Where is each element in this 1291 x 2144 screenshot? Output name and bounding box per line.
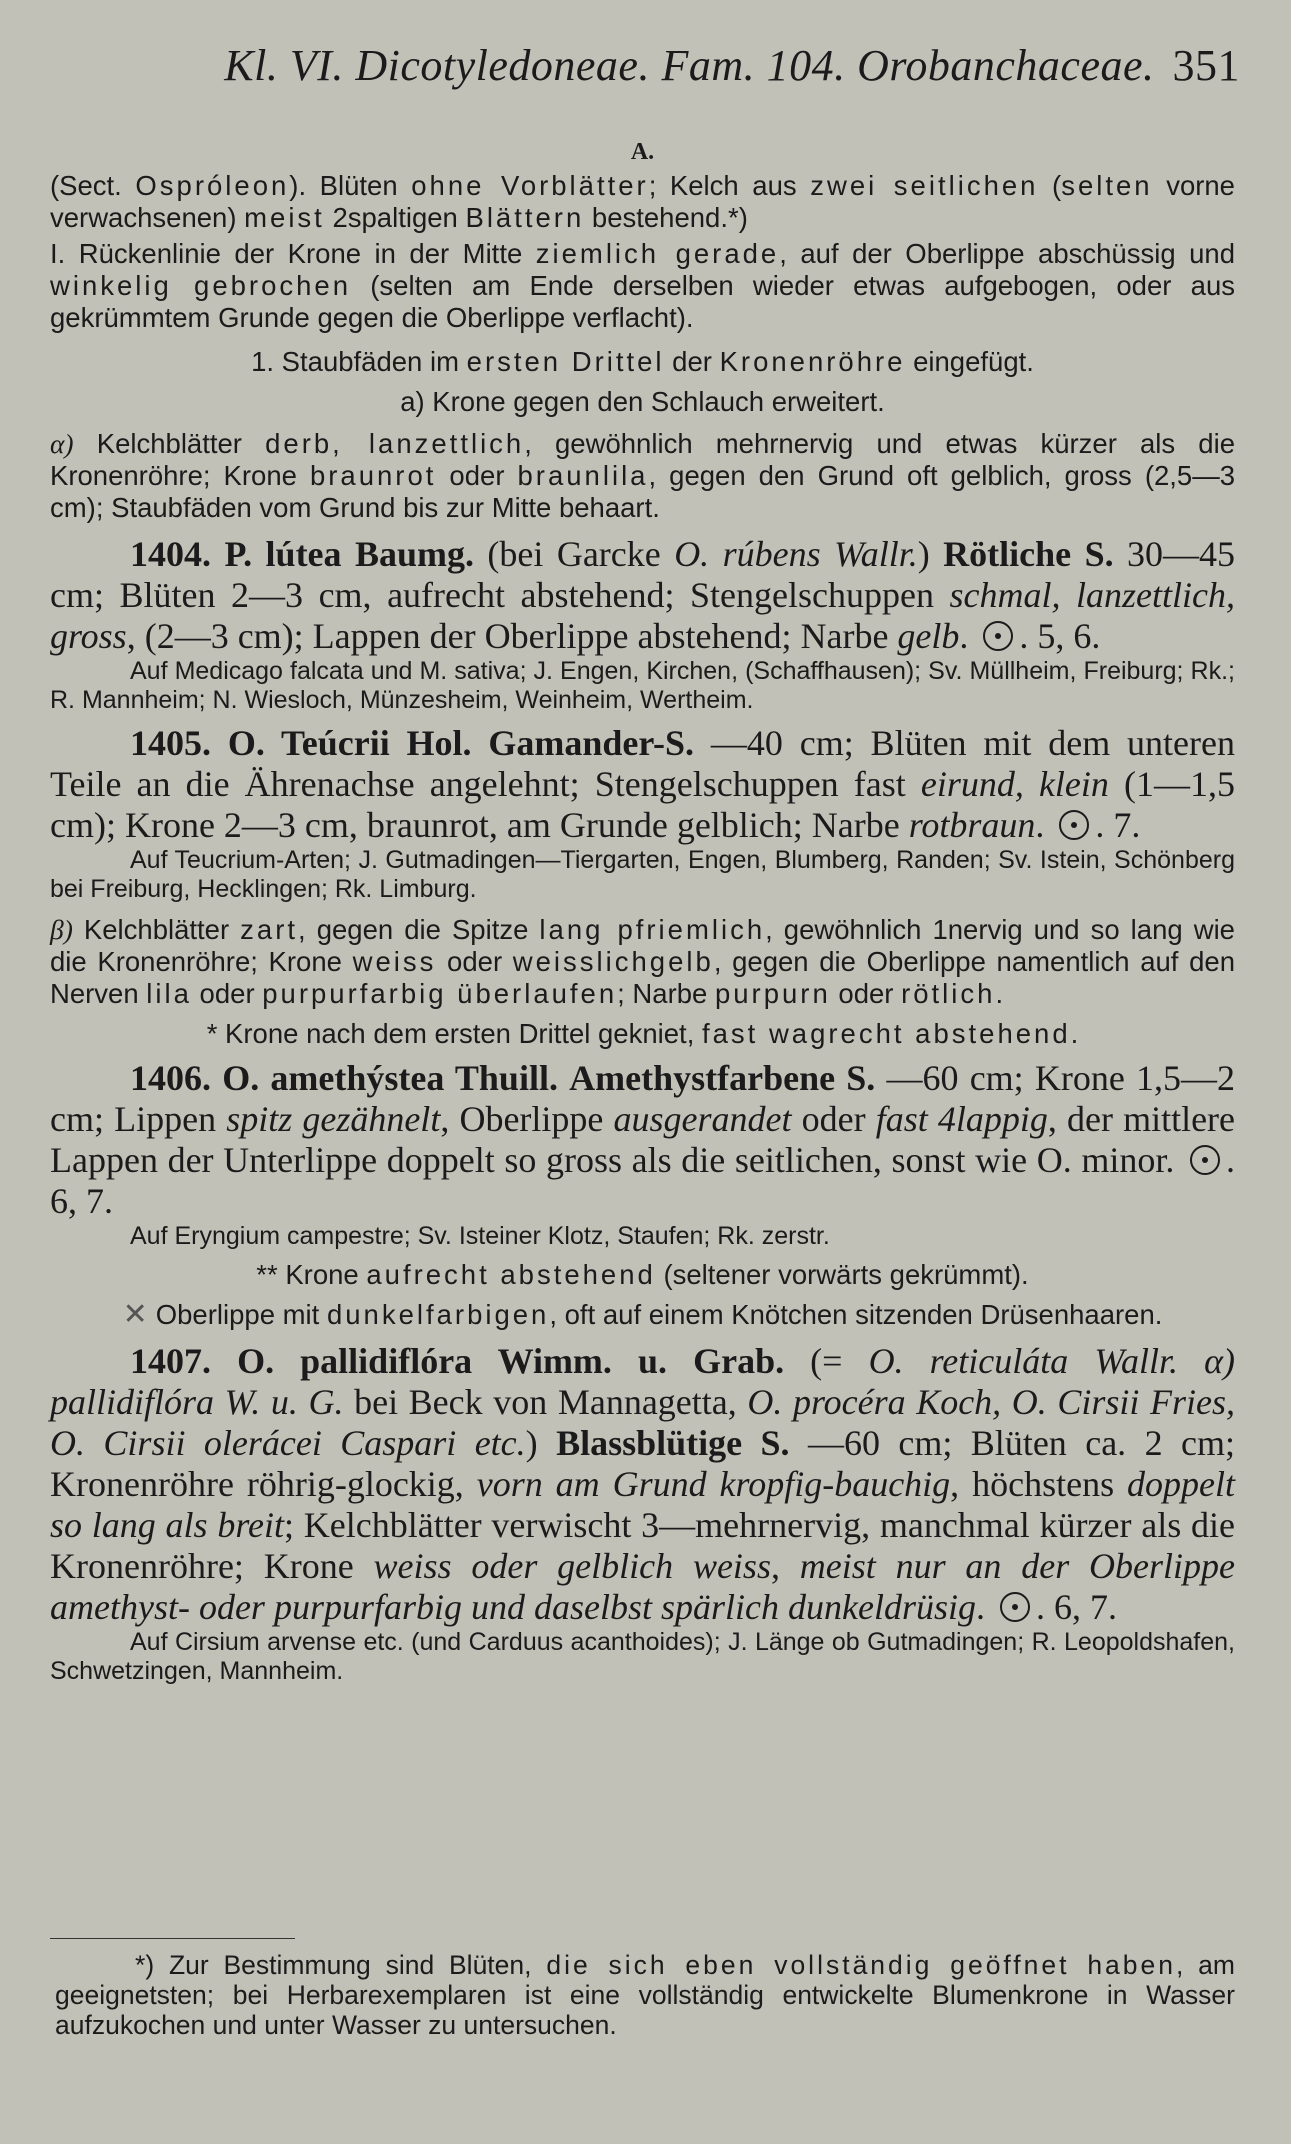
biennial-symbol-icon bbox=[1000, 1592, 1030, 1622]
running-header bbox=[0, 40, 1240, 91]
page-number: 351 bbox=[1172, 41, 1240, 90]
section-a-description: (Sect. Ospróleon). Blüten ohne Vorblätter; Kelch aus zwei seitlichen (selten vorne verwachsenen) meist 2spaltigen Blättern bestehend.*) bbox=[50, 170, 1235, 233]
key-beta: β) Kelchblätter zart, gegen die Spitze lang pfriemlich, gewöhnlich 1nervig und so lang wie die Kronenröhre; Krone weiss oder weisslichgelb, gegen die Oberlippe namentlich auf den Nerven lila oder purpurfarbig überlaufen; Narbe purpurn oder rötlich. bbox=[50, 914, 1235, 1009]
key-x: ✕ Oberlippe mit dunkelfarbigen, oft auf einem Knötchen sitzenden Drüsenhaaren. bbox=[122, 1298, 1163, 1331]
species-1405: 1405. O. Teúcrii Hol. Gamander-S. —40 cm; Blüten mit dem unteren Teile an die Ährenachse angelehnt; Stengelschuppen fast eirund, klein (1—1,5 cm); Krone 2—3 cm, braunrot, am Grunde gelblich; Narbe rotbraun. . 7. bbox=[50, 723, 1235, 845]
biennial-symbol-icon bbox=[1190, 1145, 1220, 1175]
species-1407: 1407. O. pallidiflóra Wimm. u. Grab. (= O. reticuláta Wallr. α) pallidiflóra W. u. G. bei Beck von Mannagetta, O. procéra Koch, O. Cirsii Fries, O. Cirsii olerácei Caspari etc.) Blassblütige S. —60 cm; Blüten ca. 2 cm; Kronenröhre röhrig-glockig, vorn am Grund kropfig-bauchig, höchstens doppelt so lang als breit; Kelchblätter verwischt 3—mehrnervig, manchmal kürzer als die Kronenröhre; Krone weiss oder gelblich weiss, meist nur an der Oberlippe amethyst- oder purpurfarbig und daselbst spärlich dunkeldrüsig. . 6, 7. bbox=[50, 1341, 1236, 1627]
species-1406: 1406. O. amethýstea Thuill. Amethystfarbene S. —60 cm; Krone 1,5—2 cm; Lippen spitz gezähnelt, Oberlippe ausgerandet oder fast 4lappig, der mittlere Lappen der Unterlippe doppelt so gross als die seitlichen, sonst wie O. minor. . 6, 7. bbox=[50, 1058, 1236, 1221]
key-alpha: α) Kelchblätter derb, lanzettlich, gewöhnlich mehrnervig und etwas kürzer als die Kronenröhre; Krone braunrot oder braunlila, gegen den Grund oft gelblich, gross (2,5—3 cm); Staubfäden vom Grund bis zur Mitte behaart. bbox=[50, 428, 1236, 523]
species-1404: 1404. P. lútea Baumg. (bei Garcke O. rúbens Wallr.) Rötliche S. 30—45 cm; Blüten 2—3 cm, aufrecht abstehend; Stengelschuppen schmal, lanzettlich, gross, (2—3 cm); Lappen der Oberlippe abstehend; Narbe gelb. . 5, 6. bbox=[50, 534, 1236, 656]
key-star: * Krone nach dem ersten Drittel gekniet, fast wagrecht abstehend. bbox=[206, 1018, 1079, 1049]
key-a: a) Krone gegen den Schlauch erweitert. bbox=[400, 386, 885, 417]
key-star2: ** Krone aufrecht abstehend (seltener vorwärts gekrümmt). bbox=[256, 1259, 1029, 1290]
section-label: A. bbox=[630, 139, 655, 165]
key-1: 1. Staubfäden im ersten Drittel der Kronenröhre eingefügt. bbox=[251, 346, 1034, 377]
footnote-divider bbox=[50, 1938, 295, 1939]
footnote: *) Zur Bestimmung sind Blüten, die sich eben vollständig geöffnet haben, am geeignetsten; bei Herbarexemplaren ist eine vollständig entwickelte Blumenkrone in Wasser aufzukochen und unter Wasser zu untersuchen. bbox=[55, 1950, 1235, 2040]
key-I: I. Rückenlinie der Krone in der Mitte ziemlich gerade, auf der Oberlippe abschüssig und winkelig gebrochen (selten am Ende derselben wieder etwas aufgebogen, oder aus gekrümmtem Grunde gegen die Oberlippe verflacht). bbox=[50, 238, 1236, 333]
cross-icon: ✕ bbox=[122, 1298, 148, 1331]
biennial-symbol-icon bbox=[1059, 810, 1089, 840]
page-body bbox=[50, 138, 1235, 1686]
habitat-1405: Auf Teucrium-Arten; J. Gutmadingen—Tiergarten, Engen, Blumberg, Randen; Sv. Istein, Schönberg bei Freiburg, Hecklingen; Rk. Limburg. bbox=[50, 846, 1235, 903]
habitat-1407: Auf Cirsium arvense etc. (und Carduus acanthoides); J. Länge ob Gutmadingen; R. Leopoldshafen, Schwetzingen, Mannheim. bbox=[50, 1628, 1235, 1685]
biennial-symbol-icon bbox=[983, 621, 1013, 651]
habitat-1404: Auf Medicago falcata und M. sativa; J. Engen, Kirchen, (Schaffhausen); Sv. Müllheim, Freiburg; Rk.; R. Mannheim; N. Wiesloch, Münzesheim, Weinheim, Wertheim. bbox=[50, 657, 1235, 714]
habitat-1406: Auf Eryngium campestre; Sv. Isteiner Klotz, Staufen; Rk. zerstr. bbox=[130, 1222, 830, 1250]
header-title: Kl. VI. Dicotyledoneae. Fam. 104. Orobanchaceae. bbox=[224, 41, 1155, 90]
